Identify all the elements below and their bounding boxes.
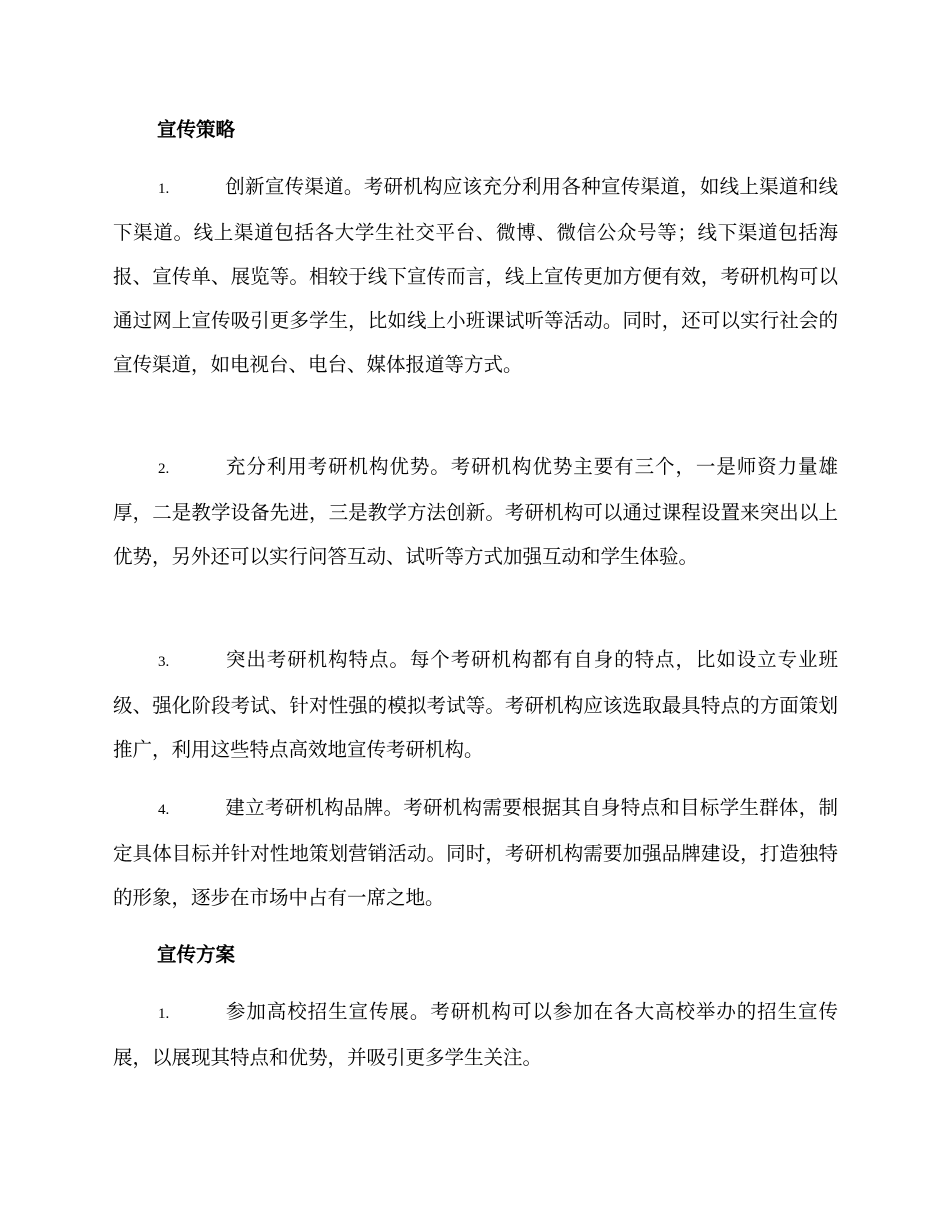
item-text: 建立考研机构品牌。考研机构需要根据其自身特点和目标学生群体，制定具体目标并针对性地策划营销活动。同时，考研机构需要加强品牌建设，打造独特的形象，逐步在市场中占有一席之地。 [113, 796, 838, 909]
strategy-item-3 [113, 638, 838, 772]
item-number: 2. [158, 461, 170, 477]
section-heading-plan: 宣传方案 [157, 943, 236, 966]
item-number: 1. [158, 1006, 170, 1022]
section-heading-strategy: 宣传策略 [157, 118, 236, 141]
plan-item-1 [113, 990, 838, 1080]
item-text: 充分利用考研机构优势。考研机构优势主要有三个，一是师资力量雄厚，二是教学设备先进，三是教学方法创新。考研机构可以通过课程设置来突出以上优势，另外还可以实行问答互动、试听等方式加强互动和学生体验。 [113, 455, 838, 568]
strategy-item-4 [113, 786, 838, 920]
item-number: 4. [158, 802, 170, 818]
strategy-item-2 [113, 445, 838, 579]
item-number: 3. [158, 654, 170, 670]
item-text: 创新宣传渠道。考研机构应该充分利用各种宣传渠道，如线上渠道和线下渠道。线上渠道包括各大学生社交平台、微博、微信公众号等；线下渠道包括海报、宣传单、展览等。相较于线下宣传而言，线上宣传更加方便有效，考研机构可以通过网上宣传吸引更多学生，比如线上小班课试听等活动。同时，还可以实行社会的宣传渠道，如电视台、电台、媒体报道等方式。 [113, 175, 838, 376]
item-text: 参加高校招生宣传展。考研机构可以参加在各大高校举办的招生宣传展，以展现其特点和优势，并吸引更多学生关注。 [113, 1000, 838, 1069]
item-number: 1. [158, 181, 170, 197]
item-text: 突出考研机构特点。每个考研机构都有自身的特点，比如设立专业班级、强化阶段考试、针对性强的模拟考试等。考研机构应该选取最具特点的方面策划推广，利用这些特点高效地宣传考研机构。 [113, 648, 838, 761]
strategy-item-1 [113, 165, 838, 387]
